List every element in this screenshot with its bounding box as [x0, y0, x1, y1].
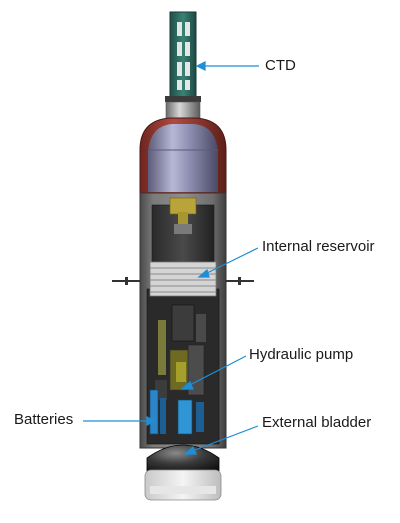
label-batteries: Batteries: [14, 411, 74, 428]
top-endcap: [140, 118, 226, 195]
label-ctd: CTD: [265, 57, 296, 74]
internal-reservoir: [150, 262, 216, 296]
label-internal-reservoir: Internal reservoir: [262, 238, 375, 255]
ctd-collar: [165, 96, 201, 120]
label-external-bladder: External bladder: [262, 414, 372, 431]
ctd-sensor: [170, 12, 196, 98]
external-bladder: [145, 445, 221, 500]
label-hydraulic-pump: Hydraulic pump: [249, 346, 354, 363]
